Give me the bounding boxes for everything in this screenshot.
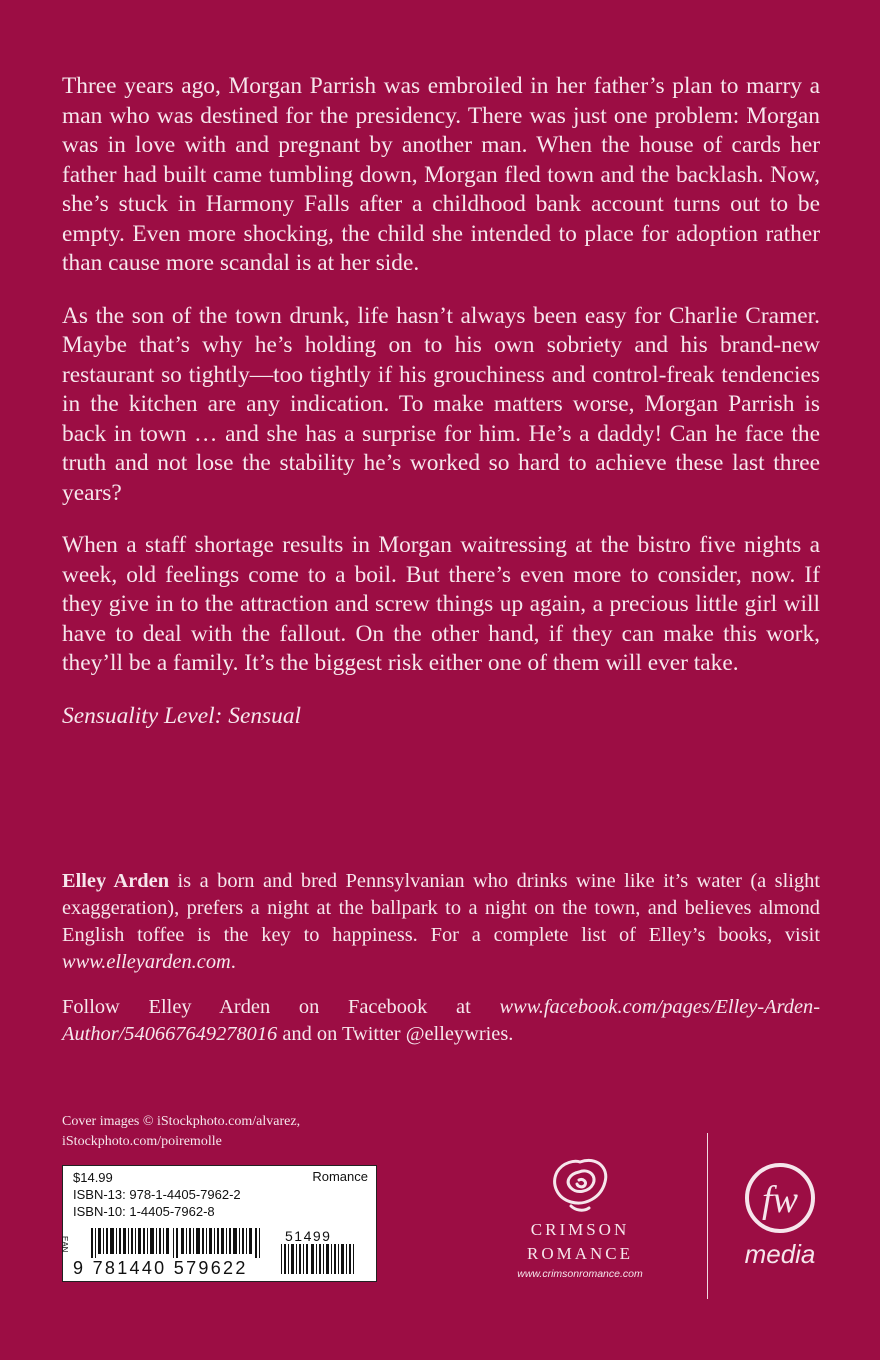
author-website: www.elleyarden.com: [62, 951, 231, 973]
follow-prefix: Follow Elley Arden on Facebook at: [62, 996, 500, 1018]
book-blurb: [62, 72, 820, 754]
blurb-paragraph-1: Three years ago, Morgan Parrish was embroiled in her father’s plan to marry a man who was destined for the presidency. There was just one problem: Morgan was in love with and pregnant by another man. When the house of cards her father had built came tumbling down, Morgan fled town and the backlash. Now, she’s stuck in Harmony Falls after a childhood bank account turns out to be empty. Even more shocking, the child she intended to place for adoption rather than cause more scandal is at her side.: [62, 73, 820, 276]
credit-line-1: Cover images © iStockphoto.com/alvarez,: [62, 1114, 301, 1129]
publisher-name-line-2: ROMANCE: [526, 1244, 633, 1263]
price: $14.99: [73, 1170, 113, 1185]
bio-period: .: [230, 951, 236, 973]
crimson-romance-logo: [500, 1150, 660, 1280]
sensuality-level: Sensuality Level: Sensual: [62, 702, 302, 729]
logo-divider: [707, 1133, 708, 1299]
genre-label: Romance: [312, 1169, 368, 1184]
addon-barcode-icon: [281, 1244, 361, 1274]
isbn-13: ISBN-13: 978-1-4405-7962-2: [73, 1187, 241, 1202]
author-bio: [62, 868, 820, 1066]
barcode-panel: [62, 1165, 377, 1282]
author-name: Elley Arden: [62, 870, 170, 892]
facebook-url: www.facebook.com/pages/Elley-Arden-Author/540667649278016: [62, 996, 820, 1045]
isbn-10: ISBN-10: 1-4405-7962-8: [73, 1204, 215, 1219]
follow-suffix: and on Twitter @elleywries.: [277, 1023, 514, 1045]
price-isbn-block: [73, 1169, 241, 1220]
author-bio-paragraph: [62, 868, 820, 976]
author-follow-paragraph: [62, 994, 820, 1048]
blurb-paragraph-2: As the son of the town drunk, life hasn’t always been easy for Charlie Cramer. Maybe that’s why he’s holding on to his own sobriety and his brand-new restaurant so tightly—too tightly if his grouchiness and control-freak tendencies in the kitchen are any indication. To make matters worse, Morgan Parrish is back in town … and she has a surprise for him. He’s a daddy! Can he face the truth and not lose the stability he’s worked so hard to achieve these last three years?: [62, 302, 820, 506]
publisher-url: www.crimsonromance.com: [517, 1268, 643, 1280]
ean-digits: 9 781440 579622: [73, 1258, 248, 1278]
blurb-paragraph-3: When a staff shortage results in Morgan waitressing at the bistro five nights a week, old feelings come to a boil. But there’s even more to consider, now. If they give in to the attraction and screw things up again, a precious little girl will have to deal with the fallout. On the other hand, if they can make this work, they’ll be a family. It’s the biggest risk either one of them will ever take.: [62, 532, 820, 676]
ean-label: EAN: [60, 1236, 69, 1253]
cover-image-credits: [62, 1112, 392, 1152]
credit-line-2: iStockphoto.com/poiremolle: [62, 1134, 222, 1149]
fw-media-logo: [735, 1160, 825, 1270]
publisher-name-line-1: CRIMSON: [530, 1220, 630, 1239]
fw-logo-text: fw: [762, 1179, 798, 1221]
author-bio-text: is a born and bred Pennsylvanian who drinks wine like it’s water (a slight exaggeration), prefers a night at the ballpark to a night on the town, and believes almond English toffee is the key to happiness. For a complete list of Elley’s books, visit: [62, 870, 820, 946]
addon-digits: 51499: [285, 1228, 332, 1244]
ean-barcode-icon: [91, 1228, 271, 1258]
rose-icon: [545, 1150, 615, 1216]
fw-logo-sub: media: [744, 1239, 816, 1269]
